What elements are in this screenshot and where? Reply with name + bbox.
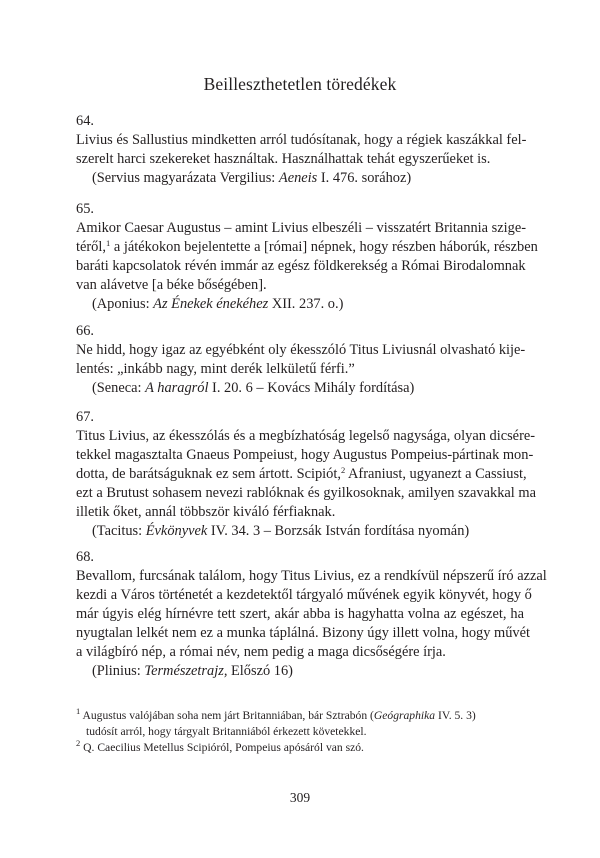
source-pre: (Aponius:: [92, 296, 154, 312]
source-pre: (Servius magyarázata Vergilius:: [92, 170, 279, 186]
footnote-1-continued: tudósít arról, hogy tárgyalt Britanniából érkezett követekkel.: [86, 725, 367, 738]
source-citation: [76, 662, 524, 681]
text-line: Ne hidd, hogy igaz az egyébként oly ékesszóló Titus Liviusnál olvasható kije-: [76, 342, 526, 358]
text-line: [76, 465, 527, 484]
text-line: már úgyis elég hírnévre tett szert, akár abba is hagyhatta volna az egészet, ha: [76, 606, 524, 622]
fragment-68: [76, 548, 547, 681]
fragment-number: 66.: [76, 323, 94, 339]
footnotes: [76, 708, 524, 756]
text-line: nyugtalan lelkét nem ez a munka táplálná. Bizony úgy illett volna, hogy művét: [76, 625, 530, 641]
fragment-number: 67.: [76, 409, 94, 425]
footnote-mark: 2: [76, 738, 81, 748]
source-title: Aeneis: [278, 170, 318, 186]
source-citation: [76, 522, 524, 541]
source-post: I. 20. 6 – Kovács Mihály fordítása): [208, 380, 415, 396]
text-line: [76, 238, 538, 257]
text-line: kezdi a Város történetét a kezdetektől tárgyaló művének egyik könyvét, hogy ő: [76, 587, 532, 603]
source-post: XII. 237. o.): [268, 296, 344, 312]
text-line: tekkel magasztalta Gnaeus Pompeiust, hogy Augustus Pompeius-pártinak mon-: [76, 447, 534, 463]
text-segment: téről,: [76, 239, 106, 255]
text-line: illetik őket, annál többször kiváló férfiaknak.: [76, 504, 336, 520]
source-post: I. 476. sorához): [317, 170, 412, 186]
text-line: Titus Livius, az ékesszólás és a megbízhatóság legelső nagysága, olyan dicsére-: [76, 428, 536, 444]
page-number: 309: [289, 790, 311, 805]
footnote-mark: 1: [105, 238, 111, 248]
fragment-66: [76, 322, 524, 398]
fragment-number: 68.: [76, 549, 94, 565]
text-line: szerelt harci szekereket használtak. Használhattak tehát egyszerűeket is.: [76, 151, 491, 167]
fragment-number: 65.: [76, 201, 94, 217]
footnote-mark: 2: [340, 465, 346, 475]
source-post: IV. 34. 3 – Borzsák István fordítása nyomán): [207, 523, 470, 539]
text-segment: dotta, de barátságuknak ez sem ártott. Scipiót,: [76, 466, 341, 482]
source-title: A haragról: [145, 380, 209, 396]
text-segment: a játékokon bejelentette a [római] népnek, hogy részben háborúk, részben: [110, 239, 538, 255]
text-line: Livius és Sallustius mindketten arról tudósítanak, hogy a régiek kaszákkal fel-: [76, 132, 527, 148]
text-segment: Afraniust, ugyanezt a Cassiust,: [345, 466, 527, 482]
footnote-mark: 1: [76, 706, 81, 716]
fragment-67: [76, 408, 536, 541]
footnote-2: [76, 740, 524, 756]
source-citation: [76, 295, 524, 314]
source-citation: [76, 169, 524, 188]
text-line: Bevallom, furcsának találom, hogy Titus Livius, ez a rendkívül népszerű író azzal: [76, 568, 547, 584]
fragment-number: 64.: [76, 113, 94, 129]
page-title: Beilleszthetetlen töredékek: [203, 74, 397, 94]
fragment-65: [76, 200, 538, 314]
text-line: ezt a Brutust sohasem nevezi rablóknak és gyilkosoknak, amilyen szavakkal ma: [76, 485, 536, 501]
source-title: Az Énekek énekéhez: [153, 296, 269, 312]
text-line: baráti kapcsolatok révén immár az egész földkerekség a Római Birodalomnak: [76, 258, 526, 274]
fragment-64: [76, 112, 527, 188]
text-line: lentés: „inkább nagy, mint derék lelkületű férfi.”: [76, 361, 355, 377]
text-line: Amikor Caesar Augustus – amint Livius elbeszéli – visszatért Britannia szige-: [76, 220, 527, 236]
footnote-text: Q. Caecilius Metellus Scipióról, Pompeius apósáról van szó.: [80, 741, 364, 754]
source-title: Természetrajz,: [144, 663, 228, 679]
text-line: a világbíró nép, a római név, nem pedig a maga dicsőségére írja.: [76, 644, 446, 660]
source-title: Évkönyvek: [145, 523, 208, 539]
text-line: van alávetve [a béke bőségében].: [76, 277, 267, 293]
source-post: Előszó 16): [227, 663, 293, 679]
source-pre: (Tacitus:: [92, 523, 146, 539]
source-pre: (Plinius:: [92, 663, 145, 679]
footnote-text: Augustus valójában soha nem járt Britanniában, bár Sztrabón (: [80, 709, 374, 722]
source-citation: [76, 379, 524, 398]
source-pre: (Seneca:: [92, 380, 146, 396]
footnote-text: IV. 5. 3): [435, 709, 476, 722]
footnote-1: [76, 708, 524, 724]
footnote-title: Geógraphika: [373, 709, 436, 722]
